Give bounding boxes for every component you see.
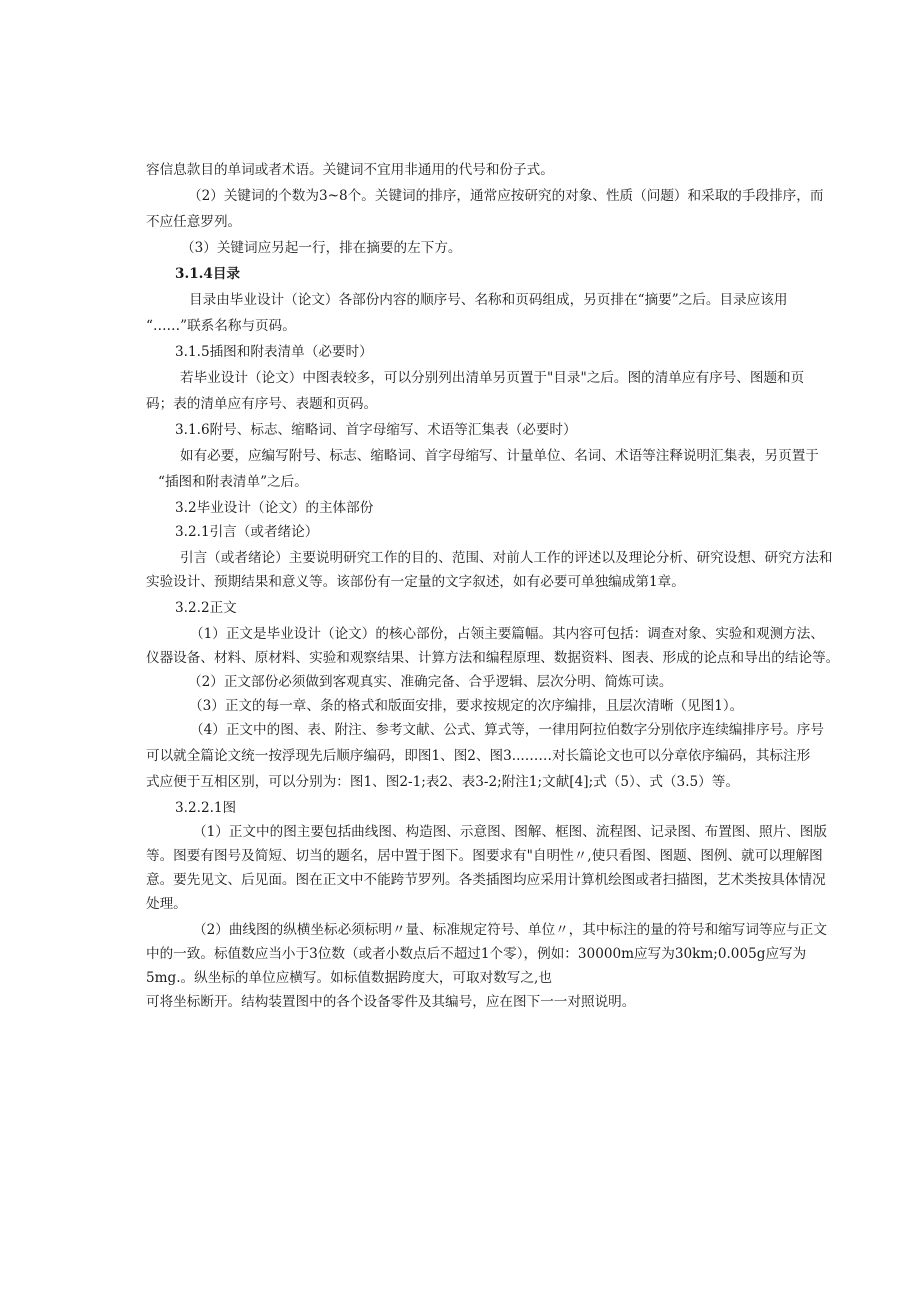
text-line: 5mg.。纵坐标的单位应横写。如标值数据跨度大，可取对数写之,也 <box>146 970 552 986</box>
text-line: （2）正文部份必须做到客观真实、准确完备、合乎逻辑、层次分明、简炼可读。 <box>188 674 673 690</box>
text-line: （4）正文中的图、表、附注、参考文献、公式、算式等，一律用阿拉伯数字分别依序连续编排序号。序号 <box>190 722 824 738</box>
text-line: 实验设计、预期结果和意义等。该部份有一定量的文字叙述，如有必要可单独编成第1章。 <box>146 574 685 590</box>
section-heading: 3.2.2.1图 <box>175 800 237 816</box>
text-line: 如有必要，应编写附号、标志、缩略词、首字母缩写、计量单位、名词、术语等注释说明汇集表，另页置于 <box>180 448 819 464</box>
section-heading: 3.2.2正文 <box>175 600 237 616</box>
text-line: 若毕业设计（论文）中图表较多，可以分别列出清单另页置于"目录"之后。图的清单应有序号、图题和页 <box>180 370 805 386</box>
text-line: 可将坐标断开。结构装置图中的各个设备零件及其编号，应在图下一一对照说明。 <box>146 994 636 1010</box>
text-line: 引言（或者绪论）主要说明研究工作的目的、范围、对前人工作的评述以及理论分析、研究设想、研究方法和 <box>180 550 833 566</box>
text-line: 仪器设备、材料、原材料、实验和观察结果、计算方法和编程原理、数据资料、图表、形成的论点和导出的结论等。 <box>146 650 840 666</box>
section-heading: 3.1.6附号、标志、缩略词、首字母缩写、术语等汇集表（必要时） <box>175 422 577 438</box>
text-line: （1）正文是毕业设计（论文）的核心部份，占领主要篇幅。其内容可包括：调查对象、实验和观测方法、 <box>190 626 824 642</box>
text-line: “插图和附表清单”之后。 <box>158 474 308 490</box>
text-line: 码；表的清单应有序号、表题和页码。 <box>146 396 378 412</box>
text-line: 意。要先见文、后见面。图在正文中不能跨节罗列。各类插图均应采用计算机绘图或者扫描图，艺术类按具体情况 <box>146 872 826 888</box>
section-heading: 3.1.5插图和附表清单（必要时） <box>175 344 373 360</box>
text-line: （1）正文中的图主要包括曲线图、构造图、示意图、图解、框图、流程图、记录图、布置图、照片、图版 <box>193 824 827 840</box>
text-line: “……”联系名称与页码。 <box>146 318 296 334</box>
text-line: 目录由毕业设计（论文）各部份内容的顺序号、名称和页码组成，另页排在“摘要”之后。目录应该用 <box>189 292 788 308</box>
section-heading: 3.2.1引言（或者绪论） <box>175 524 319 540</box>
text-line: 式应便于互相区别，可以分别为：图1、图2-1;表2、表3-2;附注1;文献[4];式（5）、式（3.5）等。 <box>146 774 739 790</box>
text-line: （2）曲线图的纵横坐标必须标明〃量、标准规定符号、单位〃，其中标注的量的符号和缩写词等应与正文 <box>193 922 827 938</box>
text-line: 容信息款目的单词或者术语。关键词不宜用非通用的代号和份子式。 <box>146 162 554 178</box>
section-heading: 3.1.4目录 <box>175 266 241 282</box>
text-line: 不应任意罗列。 <box>146 214 242 230</box>
text-line: 中的一致。标值数应当小于3位数（或者小数点后不超过1个零），例如：30000m应写为30km;0.005g应写为 <box>146 946 807 962</box>
text-line: 等。图要有图号及简短、切当的题名，居中置于图下。图要求有"自明性〃,使只看图、图题、图例、就可以理解图 <box>146 848 823 864</box>
text-line: 处理。 <box>146 896 187 912</box>
text-line: （2）关键词的个数为3~8个。关键词的排序，通常应按研究的对象、性质（问题）和采取的手段排序，而 <box>188 188 824 204</box>
text-line: （3）关键词应另起一行，排在摘要的左下方。 <box>181 240 462 256</box>
text-line: 可以就全篇论文统一按浮现先后顺序编码，即图1、图2、图3...……对长篇论文也可以分章依序编码，其标注形 <box>146 748 811 764</box>
text-line: （3）正文的每一章、条的格式和版面安排，要求按规定的次序编排，且层次清晰（见图1）。 <box>189 698 744 714</box>
section-heading: 3.2毕业设计（论文）的主体部份 <box>175 500 374 516</box>
